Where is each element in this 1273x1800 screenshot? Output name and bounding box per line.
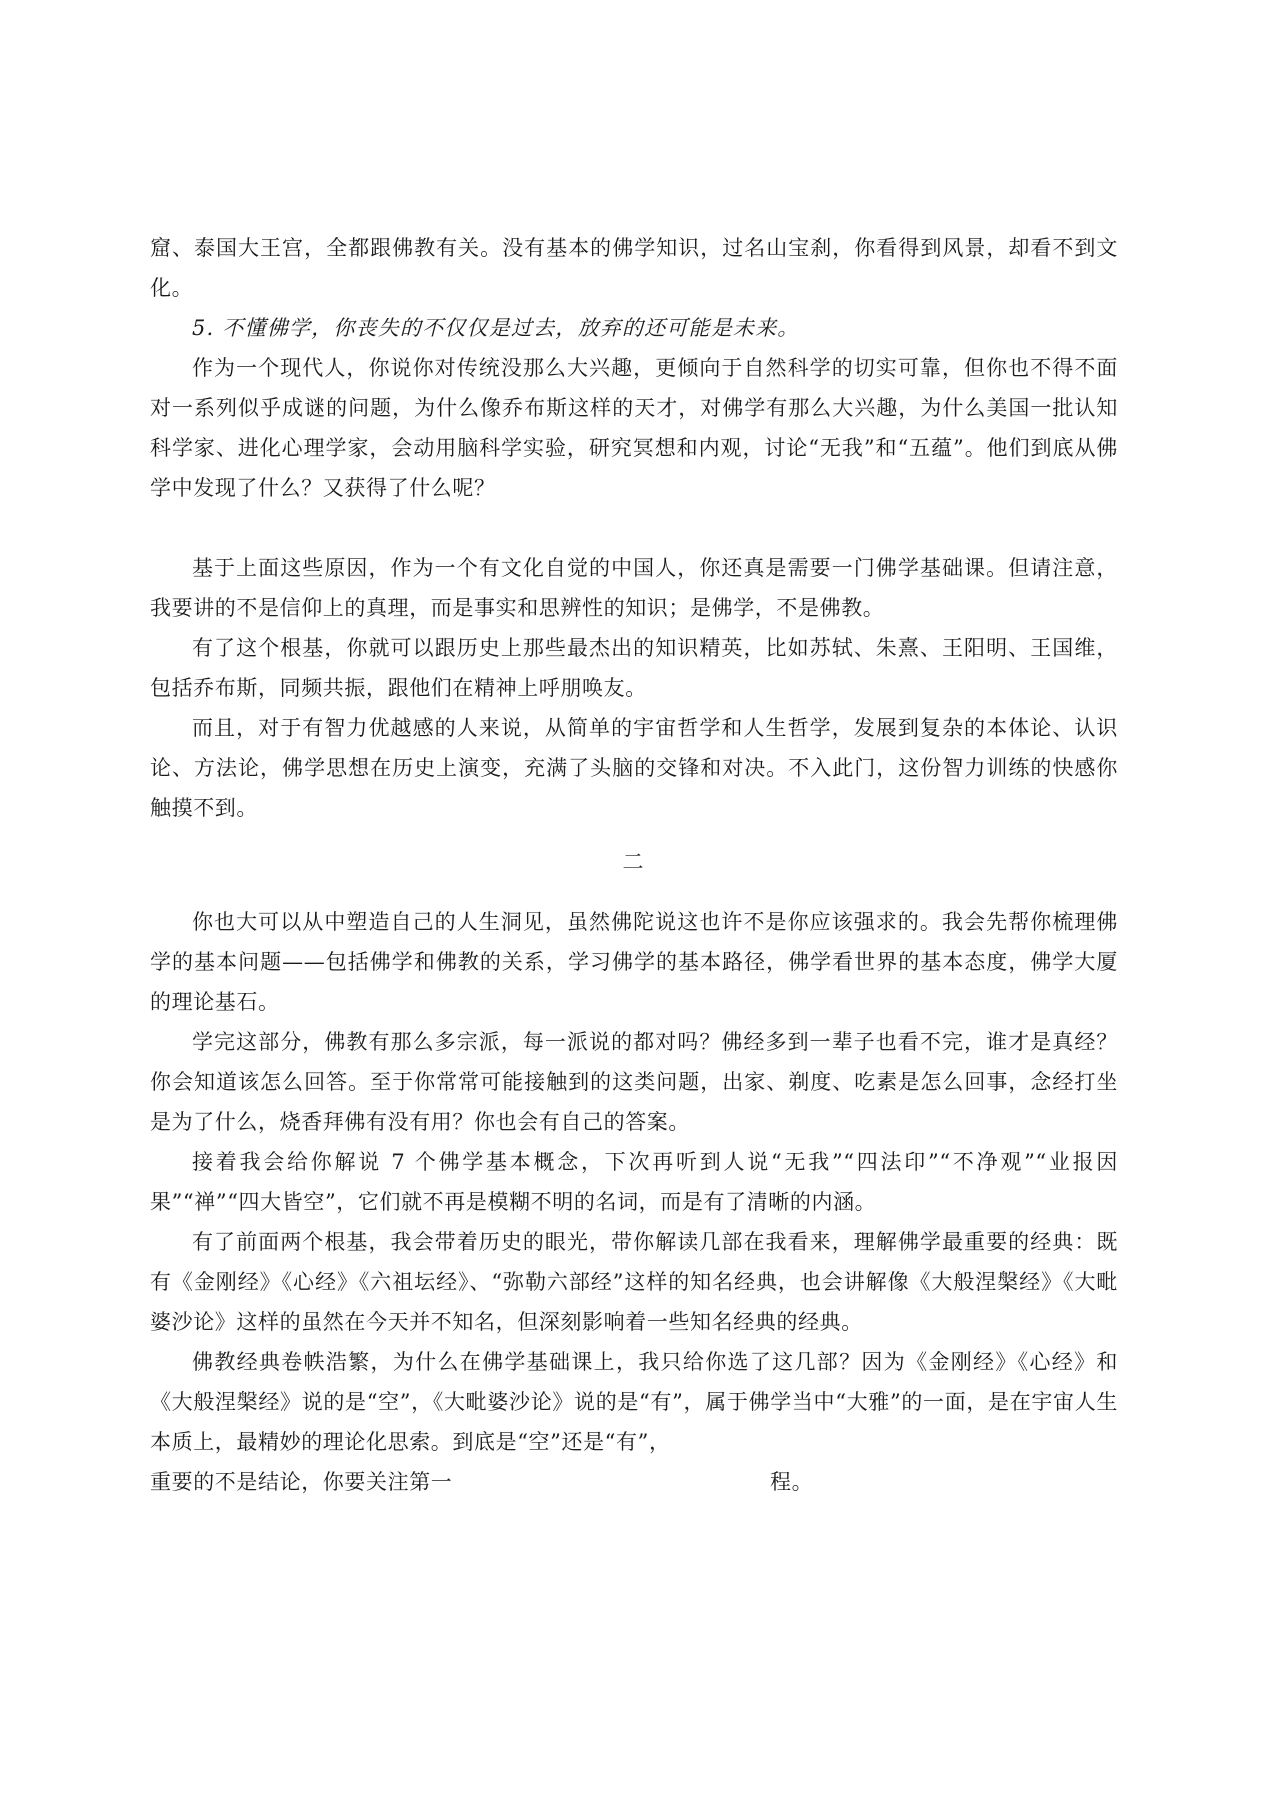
paragraph-p10: 有了前面两个根基，我会带着历史的眼光，带你解读几部在我看来，理解佛学最重要的经典：既有《金刚经》《心经》《六祖坛经》、“弥勒六部经”这样的知名经典，也会讲解像《大般涅槃经》《大毗婆沙论》这样的虽然在今天并不知名，但深刻影响着一些知名经典的经典。 xyxy=(150,1230,1118,1334)
paragraph-p11: 佛教经典卷帙浩繁，为什么在佛学基础课上，我只给你选了这几部？因为《金刚经》《心经》和《大般涅槃经》说的是“空”，《大毗婆沙论》说的是“有”，属于佛学当中“大雅”的一面，是在宇宙人生本质上，最精妙的理论化思索。到底是“空”还是“有”， xyxy=(150,1350,1118,1454)
last-line-end: 程。 xyxy=(770,1470,814,1494)
document-page xyxy=(150,228,1118,1502)
paragraph-gap xyxy=(150,508,1118,548)
paragraph-p1: 窟、泰国大王宫，全都跟佛教有关。没有基本的佛学知识，过名山宝刹，你看得到风景，却看不到文化。 xyxy=(150,236,1118,300)
truncated-last-line xyxy=(150,1462,1118,1502)
paragraph-p5: 有了这个根基，你就可以跟历史上那些最杰出的知识精英，比如苏轼、朱熹、王阳明、王国维，包括乔布斯，同频共振，跟他们在精神上呼朋唤友。 xyxy=(150,636,1118,700)
paragraph-p4: 基于上面这些原因，作为一个有文化自觉的中国人，你还真是需要一门佛学基础课。但请注意，我要讲的不是信仰上的真理，而是事实和思辨性的知识；是佛学，不是佛教。 xyxy=(150,556,1118,620)
paragraph-p6: 而且，对于有智力优越感的人来说，从简单的宇宙哲学和人生哲学，发展到复杂的本体论、认识论、方法论，佛学思想在历史上演变，充满了头脑的交锋和对决。不入此门，这份智力训练的快感你触摸不到。 xyxy=(150,716,1118,820)
paragraph-p9: 接着我会给你解说 7 个佛学基本概念，下次再听到人说“无我”“四法印”“不净观”“业报因果”“禅”“四大皆空”，它们就不再是模糊不明的名词，而是有了清晰的内涵。 xyxy=(150,1150,1118,1214)
paragraph-p3: 作为一个现代人，你说你对传统没那么大兴趣，更倾向于自然科学的切实可靠，但你也不得不面对一系列似乎成谜的问题，为什么像乔布斯这样的天才，对佛学有那么大兴趣，为什么美国一批认知科学家、进化心理学家，会动用脑科学实验，研究冥想和内观，讨论“无我”和“五蕴”。他们到底从佛学中发现了什么？又获得了什么呢？ xyxy=(150,356,1118,500)
paragraph-p8: 学完这部分，佛教有那么多宗派，每一派说的都对吗？佛经多到一辈子也看不完，谁才是真经？你会知道该怎么回答。至于你常常可能接触到的这类问题，出家、剃度、吃素是怎么回事，念经打坐是为了什么，烧香拜佛有没有用？你也会有自己的答案。 xyxy=(150,1030,1118,1134)
section-number: 二 xyxy=(622,850,646,874)
paragraph-p2-heading: 5. 不懂佛学，你丧失的不仅仅是过去，放弃的还可能是未来。 xyxy=(192,316,800,340)
last-line-start: 重要的不是结论，你要关注第一 xyxy=(150,1470,453,1494)
paragraph-p7: 你也大可以从中塑造自己的人生洞见，虽然佛陀说这也许不是你应该强求的。我会先帮你梳理佛学的基本问题——包括佛学和佛教的关系，学习佛学的基本路径，佛学看世界的基本态度，佛学大厦的理论基石。 xyxy=(150,910,1118,1014)
